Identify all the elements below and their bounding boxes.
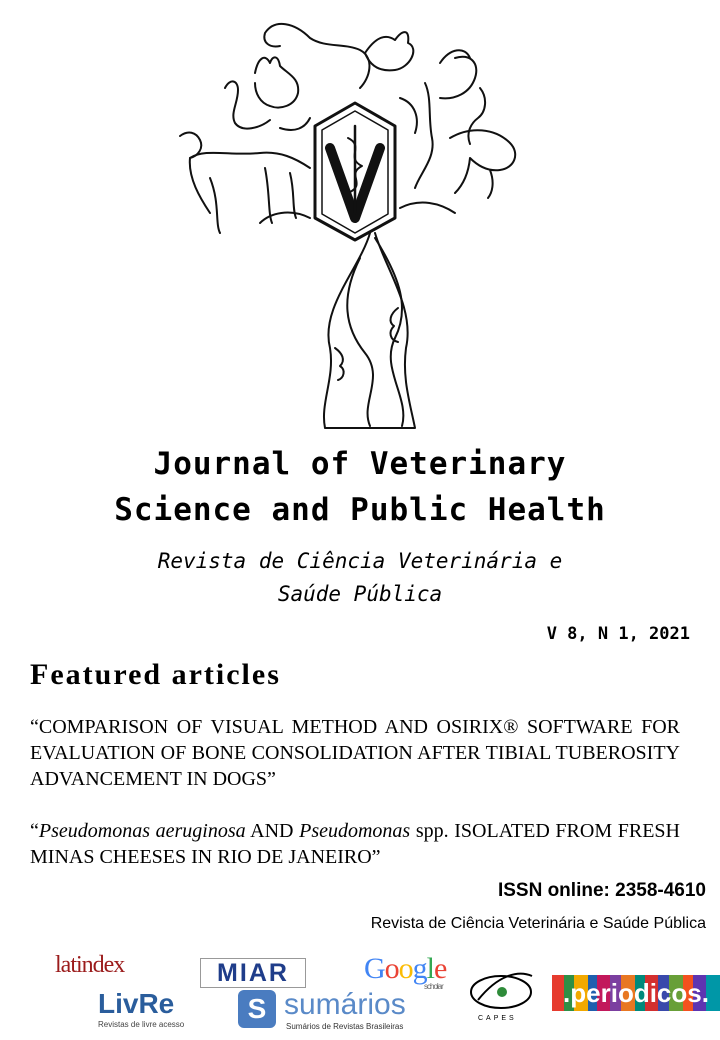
google-wordmark xyxy=(364,952,446,985)
journal-name-portuguese: Revista de Ciência Veterinária e Saúde Pública xyxy=(370,915,706,932)
latindex-logo[interactable]: latindex xyxy=(55,952,125,978)
journal-title-line2: Science and Public Health xyxy=(114,492,606,528)
article-2-species-name: Pseudomonas aeruginosa xyxy=(38,820,246,842)
google-letter: l xyxy=(426,952,435,985)
journal-title-line1: Journal of Veterinary xyxy=(153,446,567,482)
dog-outline xyxy=(450,130,515,198)
google-scholar-logo[interactable] xyxy=(364,952,447,991)
volume-number-year: V 8, N 1, 2021 xyxy=(546,624,690,644)
featured-article-2[interactable] xyxy=(30,818,680,870)
sumarios-logo-text[interactable]: sumários xyxy=(284,988,406,1021)
livre-logo[interactable]: LivRe xyxy=(98,988,175,1019)
featured-article-1[interactable]: “COMPARISON OF VISUAL METHOD AND OSIRIX® SOFTWARE FOR EVALUATION OF BONE CONSOLIDATION AFTER TIBIAL TUBEROSITY ADVANCEMENT IN DOGS” xyxy=(30,716,680,790)
article-2-quote-open: “ xyxy=(30,820,39,842)
journal-subtitle-line1: Revista de Ciência Veterinária e xyxy=(157,549,563,573)
google-letter: G xyxy=(364,952,385,985)
periodicos-logo-text: .periodicos. xyxy=(563,978,709,1008)
google-letter: o xyxy=(398,952,413,985)
article-2-conjunction: AND xyxy=(245,820,300,842)
sumarios-logo-sub: Sumários de Revistas Brasileiras xyxy=(286,1022,404,1031)
featured-articles-heading: Featured articles xyxy=(30,658,281,691)
google-letter: g xyxy=(412,952,427,985)
journal-logo xyxy=(170,8,550,438)
article-2-genus-name: Pseudomonas xyxy=(299,820,411,842)
capes-label: CAPES xyxy=(478,1015,517,1022)
article-2-rest: spp. ISOLATED FROM FRESH MINAS CHEESES IN RIO DE JANEIRO” xyxy=(30,820,680,868)
journal-subtitle-line2: Saúde Pública xyxy=(277,582,443,606)
google-scholar-sub: scholar xyxy=(424,982,443,991)
deer-outline xyxy=(440,50,476,98)
miar-logo[interactable]: MIAR xyxy=(200,958,306,988)
sumarios-icon[interactable]: S xyxy=(238,990,276,1028)
cow-outline xyxy=(190,153,310,233)
issn-online: ISSN online: 2358-4610 xyxy=(497,880,706,901)
google-letter: e xyxy=(434,952,447,985)
google-letter: o xyxy=(384,952,399,985)
livre-logo-sub: Revistas de livre acesso xyxy=(98,1020,185,1029)
rabbit-outline xyxy=(255,57,298,107)
rooster-outline xyxy=(365,32,413,70)
horse-outline xyxy=(264,24,369,88)
goose-outline xyxy=(225,81,270,128)
